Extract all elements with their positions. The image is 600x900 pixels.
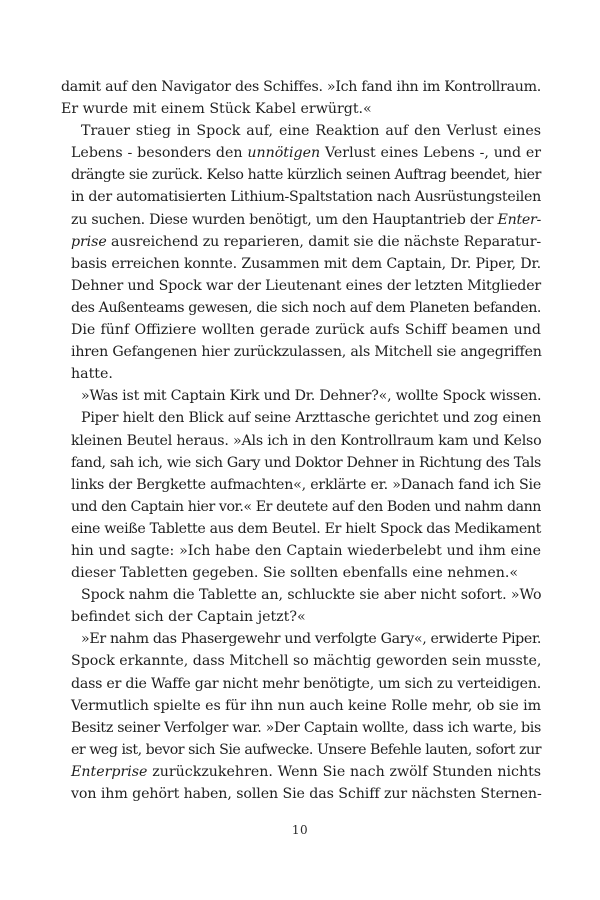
italic-text-run: Enterprise — [71, 763, 148, 780]
text-run: befindet sich der Captain jetzt?« — [71, 609, 306, 626]
text-run: in der automatisierten Lithium-Spaltstation nach Ausrüstungsteilen — [71, 189, 541, 206]
text-run: Lebens - besonders den — [71, 145, 248, 162]
italic-text-run: prise — [71, 233, 107, 250]
text-run: fand, sah ich, wie sich Gary und Doktor Dehner in Richtung des Tals — [71, 454, 541, 471]
text-line — [61, 650, 541, 672]
text-line — [61, 518, 541, 540]
text-run: Er wurde mit einem Stück Kabel erwürgt.« — [61, 101, 372, 118]
text-run: ihren Gefangenen hier zurückzulassen, als Mitchell sie angegriffen — [71, 344, 542, 361]
paragraph — [61, 385, 541, 407]
text-line — [61, 142, 541, 164]
text-run: »Was ist mit Captain Kirk und Dr. Dehner?«, wollte Spock wissen. — [81, 388, 542, 405]
paragraph — [61, 584, 541, 628]
page-number: 10 — [291, 823, 309, 837]
text-line — [61, 297, 541, 319]
text-line — [61, 186, 541, 208]
text-line — [61, 496, 541, 518]
text-run: er weg ist, bevor sich Sie aufwecke. Unsere Befehle lauten, sofort zur — [71, 741, 541, 758]
text-run: Verlust eines Lebens -, und er — [320, 145, 542, 162]
text-run: Spock nahm die Tablette an, schluckte sie aber nicht sofort. »Wo — [81, 587, 542, 604]
text-line — [61, 474, 541, 496]
text-run: ausreichend zu reparieren, damit sie die nächste Reparatur- — [106, 233, 542, 250]
text-run: Vermutlich spielte es für ihn nun auch keine Rolle mehr, ob sie im — [71, 697, 541, 714]
text-line — [61, 761, 541, 783]
text-run: Piper hielt den Blick auf seine Arzttasche gerichtet und zog einen — [81, 410, 541, 427]
text-line — [61, 717, 541, 739]
text-line — [61, 452, 541, 474]
text-run: links der Bergkette aufmachten«, erklärte er. »Danach fand ich Sie — [71, 476, 541, 493]
text-run: basis erreichen konnte. Zusammen mit dem Captain, Dr. Piper, Dr. — [71, 255, 541, 272]
text-run: Trauer stieg in Spock auf, eine Reaktion auf den Verlust eines — [81, 123, 542, 140]
text-run: eine weiße Tablette aus dem Beutel. Er hielt Spock das Medikament — [71, 520, 541, 537]
text-line — [61, 430, 541, 452]
text-run: dass er die Waffe gar nicht mehr benötigte, um sich zu verteidigen. — [71, 675, 541, 692]
text-run: des Außenteams gewesen, die sich noch auf dem Planeten befanden. — [71, 299, 541, 316]
text-line — [61, 209, 541, 231]
text-run: zu suchen. Diese wurden benötigt, um den Hauptantrieb der — [71, 211, 498, 228]
paragraph — [61, 628, 541, 805]
text-line — [61, 363, 541, 385]
text-run: Spock erkannte, dass Mitchell so mächtig geworden sein musste, — [71, 653, 542, 670]
text-line — [61, 673, 541, 695]
text-line — [61, 164, 541, 186]
paragraph — [61, 76, 541, 120]
book-page-body — [61, 76, 541, 805]
italic-text-run: unnötigen — [247, 145, 321, 162]
text-run: kleinen Beutel heraus. »Als ich in den Kontrollraum kam und Kelso — [71, 432, 542, 449]
text-line — [61, 407, 541, 429]
text-line — [61, 739, 541, 761]
text-line — [61, 783, 541, 805]
text-run: »Er nahm das Phasergewehr und verfolgte Gary«, erwiderte Piper. — [81, 631, 541, 648]
paragraph — [61, 407, 541, 584]
text-line — [61, 695, 541, 717]
text-line — [61, 584, 541, 606]
text-line — [61, 562, 541, 584]
text-line — [61, 98, 541, 120]
text-line — [61, 120, 541, 142]
text-run: zurückzukehren. Wenn Sie nach zwölf Stunden nichts — [147, 763, 542, 780]
text-line — [61, 76, 541, 98]
text-line — [61, 385, 541, 407]
text-line — [61, 319, 541, 341]
text-run: von ihm gehört haben, sollen Sie das Schiff zur nächsten Sternen- — [71, 786, 542, 802]
text-run: hatte. — [71, 366, 113, 383]
text-run: hin und sagte: »Ich habe den Captain wiederbelebt und ihm eine — [71, 542, 541, 559]
text-line — [61, 253, 541, 275]
paragraph — [61, 120, 541, 385]
text-run: damit auf den Navigator des Schiffes. »Ich fand ihn im Kontrollraum. — [61, 79, 542, 95]
text-run: dieser Tabletten gegeben. Sie sollten ebenfalls eine nehmen.« — [71, 565, 519, 582]
italic-text-run: Enter- — [497, 211, 541, 228]
text-run: drängte sie zurück. Kelso hatte kürzlich seinen Auftrag beendet, hier — [71, 167, 541, 184]
text-line — [61, 341, 541, 363]
text-line — [61, 275, 541, 297]
text-run: und den Captain hier vor.« Er deutete auf den Boden und nahm dann — [71, 498, 541, 515]
text-run: Besitz seiner Verfolger war. »Der Captain wollte, dass ich warte, bis — [71, 719, 541, 736]
text-line — [61, 628, 541, 650]
text-line — [61, 540, 541, 562]
text-line — [61, 606, 541, 628]
text-line — [61, 231, 541, 253]
text-run: Die fünf Offiziere wollten gerade zurück aufs Schiff beamen und — [71, 322, 541, 339]
text-run: Dehner und Spock war der Lieutenant eines der letzten Mitglieder — [71, 277, 541, 294]
